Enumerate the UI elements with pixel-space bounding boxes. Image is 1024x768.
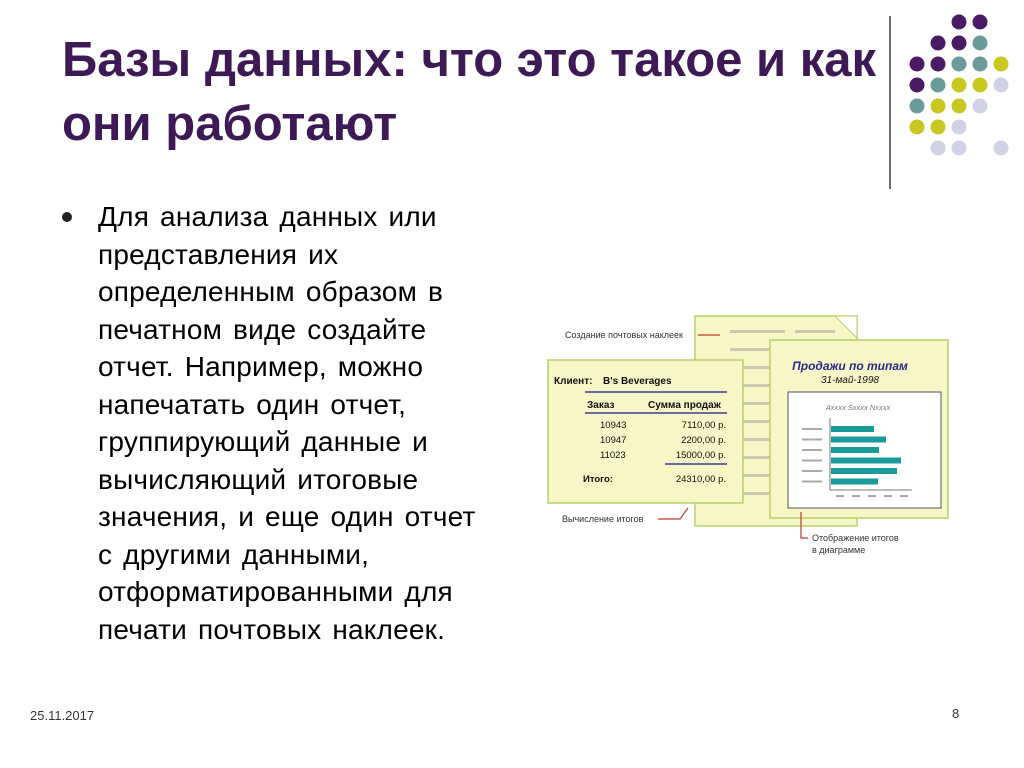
report-row-sum: 7110,00 р. bbox=[681, 420, 726, 431]
decorative-dot bbox=[931, 141, 946, 156]
chart-category-tick-label bbox=[802, 428, 822, 430]
decorative-dot bbox=[931, 36, 946, 51]
decorative-dot bbox=[952, 141, 967, 156]
chart-axis-tick-label bbox=[868, 495, 876, 497]
chart-axis-tick-label bbox=[884, 495, 892, 497]
report-total-label: Итого: bbox=[583, 474, 613, 485]
chart-page bbox=[770, 340, 948, 518]
decorative-dot bbox=[952, 57, 967, 72]
chart-page-title: Продажи по типам bbox=[792, 359, 908, 373]
decorative-dot bbox=[910, 120, 925, 135]
decorative-dot bbox=[952, 15, 967, 30]
label-placeholder-line bbox=[730, 330, 785, 333]
report-col-order: Заказ bbox=[587, 400, 615, 411]
report-row-order: 10943 bbox=[600, 420, 627, 431]
report-illustration-svg bbox=[540, 300, 960, 570]
chart-axis-tick-label bbox=[836, 495, 844, 497]
chart-category-tick-label bbox=[802, 481, 822, 483]
decorative-dot bbox=[994, 141, 1009, 156]
decorative-dot bbox=[973, 99, 988, 114]
decorative-dot bbox=[973, 57, 988, 72]
report-total-value: 24310,00 р. bbox=[675, 474, 726, 485]
decorative-dot bbox=[910, 78, 925, 93]
decorative-dot bbox=[931, 78, 946, 93]
decorative-dot bbox=[973, 78, 988, 93]
slide-title: Базы данных: что это такое и как они работают bbox=[62, 33, 877, 151]
report-client-name: B's Beverages bbox=[603, 376, 672, 387]
chart-category-tick-label bbox=[802, 449, 822, 451]
decorative-dot bbox=[973, 15, 988, 30]
report-page bbox=[548, 360, 743, 503]
chart-bar bbox=[831, 458, 901, 464]
label-placeholder-line bbox=[795, 330, 835, 333]
report-illustration bbox=[540, 300, 960, 570]
callout-chart-line1: Отображение итогов bbox=[812, 533, 899, 543]
decorative-dot bbox=[931, 120, 946, 135]
decorative-dot bbox=[952, 78, 967, 93]
chart-bar bbox=[831, 479, 878, 485]
decorative-dot bbox=[952, 99, 967, 114]
report-row-sum: 15000,00 р. bbox=[675, 450, 726, 461]
callout-mailing-labels: Создание почтовых наклеек bbox=[565, 330, 683, 340]
decorative-dot bbox=[952, 36, 967, 51]
chart-bar bbox=[831, 447, 879, 453]
slide-date: 25.11.2017 bbox=[30, 708, 95, 723]
bullet-text: Для анализа данных или представления их определенным образом в печатном виде создайте отчет. Например, можно напечатать один отчет, группирующий данные и вычисляющий итоговые значения, и еще один отчет с другими данными, отформатированными для печати почтовых наклеек. bbox=[98, 201, 476, 645]
report-col-sum: Сумма продаж bbox=[648, 400, 721, 411]
decorative-dot bbox=[910, 57, 925, 72]
bullet-marker-icon bbox=[62, 212, 72, 222]
decorative-dot bbox=[910, 99, 925, 114]
chart-bar bbox=[831, 468, 897, 474]
decorative-dot bbox=[931, 99, 946, 114]
report-client-label: Клиент: bbox=[554, 376, 593, 387]
chart-category-tick-label bbox=[802, 439, 822, 441]
decorative-dot-grid bbox=[0, 0, 1024, 200]
chart-axis-tick-label bbox=[852, 495, 860, 497]
report-row-order: 11023 bbox=[600, 450, 626, 461]
chart-bar bbox=[831, 437, 886, 443]
decorative-dot bbox=[931, 57, 946, 72]
callout-chart-line2: в диаграмме bbox=[812, 545, 866, 555]
chart-caption: Ахххх Sхххх Nхххх bbox=[825, 403, 891, 412]
decorative-dot bbox=[952, 120, 967, 135]
decorative-dot bbox=[994, 78, 1009, 93]
chart-page-date: 31-май-1998 bbox=[820, 375, 880, 386]
chart-category-tick-label bbox=[802, 470, 822, 472]
report-row-sum: 2200,00 р. bbox=[681, 435, 726, 446]
decorative-dot bbox=[994, 57, 1009, 72]
report-row-order: 10947 bbox=[600, 435, 627, 446]
decorative-dot bbox=[973, 36, 988, 51]
chart-axis-tick-label bbox=[900, 495, 908, 497]
chart-bar bbox=[831, 426, 874, 432]
chart-category-tick-label bbox=[802, 460, 822, 462]
callout-totals: Вычисление итогов bbox=[562, 514, 644, 524]
slide-page-number: 8 bbox=[952, 706, 960, 721]
